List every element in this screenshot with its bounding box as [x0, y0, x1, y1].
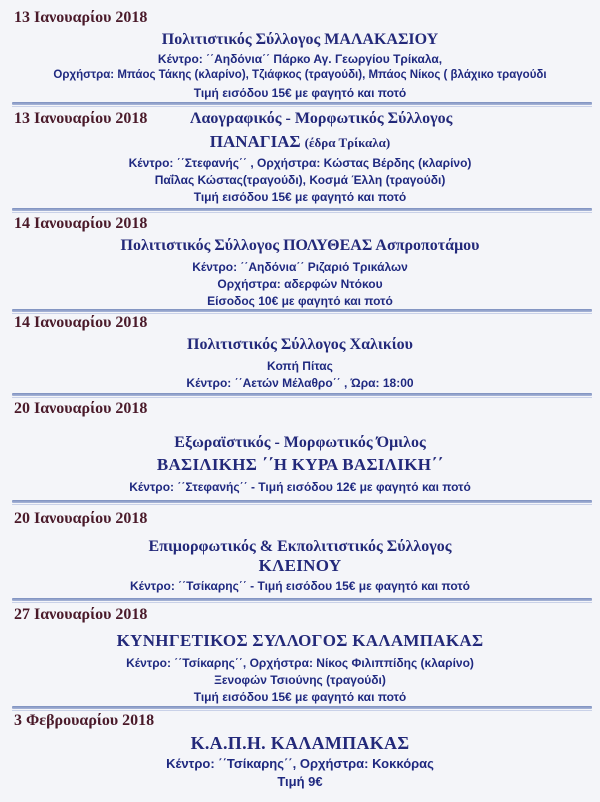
event-detail-line: Κέντρο: ΄΄Τσίκαρης΄΄ - Τιμή εισόδου 15€ με φαγητό και ποτό: [129, 579, 471, 593]
event-title-note: (έδρα Τρίκαλα): [304, 135, 391, 150]
event-detail-line: Τιμή 9€: [277, 774, 323, 789]
event-title-line2: ΒΑΣΙΛΙΚΗΣ ΄΄Η ΚΥΡΑ ΒΑΣΙΛΙΚΗ΄΄: [156, 455, 444, 474]
event-date: 14 Ιανουαρίου 2018: [14, 215, 148, 232]
event-detail-line: Κέντρο: ΄΄Στεφανής΄΄ , Ορχήστρα: Κώστας Βέρδης (κλαρίνο): [128, 156, 472, 170]
event-date: 20 Ιανουαρίου 2018: [14, 510, 148, 527]
section-divider: [12, 500, 592, 503]
event-date: 20 Ιανουαρίου 2018: [14, 400, 148, 417]
event-detail-line: Ξενοφών Τσιούνης (τραγούδι): [214, 673, 386, 687]
event-title-caps: ΠΑΝΑΓΙΑΣ: [209, 132, 301, 151]
event-detail-line: Τιμή εισόδου 15€ με φαγητό και ποτό: [193, 690, 407, 704]
event-title: ΚΥΝΗΓΕΤΙΚΟΣ ΣΥΛΛΟΓΟΣ ΚΑΛΑΜΠΑΚΑΣ: [116, 631, 484, 650]
event-detail-line: Ορχήστρα: Μπάος Τάκης (κλαρίνο), Τζιάφκος (τραγούδι), Μπάος Νίκος ( βλάχικο τραγούδι: [53, 69, 547, 81]
event-title: Πολιτιστικός Σύλλογος Χαλικίου: [187, 336, 413, 353]
event-detail-line: Κέντρο: ΄΄Τσίκαρης΄΄, Ορχήστρα: Κοκκόρας: [166, 756, 434, 771]
section-divider: [12, 208, 592, 211]
event-date: 14 Ιανουαρίου 2018: [14, 314, 148, 331]
event-detail-line: Ορχήστρα: αδερφών Ντόκου: [217, 277, 383, 291]
event-detail-line: Κέντρο: ΄΄Στεφανής΄΄ - Τιμή εισόδου 12€ με φαγητό και ποτό: [129, 480, 471, 494]
event-detail-line: Είσοδος 10€ με φαγητό και ποτό: [207, 294, 393, 308]
event-title-line2: ΚΛΕΙΝΟΥ: [258, 556, 342, 575]
event-date: 3 Φεβρουαρίου 2018: [14, 712, 155, 729]
event-title-line2: [0, 132, 600, 152]
event-detail-line: Κέντρο: ΄΄Αηδόνια΄΄ Ριζαριό Τρικάλων: [192, 260, 408, 274]
event-title: Κ.Α.Π.Η. ΚΑΛΑΜΠΑΚΑΣ: [190, 733, 410, 753]
event-detail-line: Κέντρο: ΄΄Αηδόνια΄΄ Πάρκο Αγ. Γεωργίου Τρίκαλα,: [157, 52, 443, 66]
event-title: Πολιτιστικός Σύλλογος ΠΟΛΥΘΕΑΣ Ασπροποτάμου: [120, 237, 480, 254]
section-divider: [12, 393, 592, 396]
event-date: 27 Ιανουαρίου 2018: [14, 606, 148, 623]
event-title: Εξωραϊστικός - Μορφωτικός Όμιλος: [174, 434, 426, 451]
section-divider: [12, 102, 592, 105]
event-title: Επιμορφωτικός & Εκπολιτιστικός Σύλλογος: [148, 538, 452, 555]
event-title: Πολιτιστικός Σύλλογος ΜΑΛΑΚΑΣΙΟΥ: [161, 31, 439, 48]
event-detail-line: Κέντρο: ΄΄Τσίκαρης΄΄, Ορχήστρα: Νίκος Φιλιππίδης (κλαρίνο): [126, 656, 474, 670]
section-divider: [12, 598, 592, 601]
event-detail-line: Παΐλας Κώστας(τραγούδι), Κοσμά Έλλη (τραγούδι): [154, 173, 446, 187]
section-divider: [12, 309, 592, 312]
event-detail-line: Κοπή Πίτας: [267, 359, 333, 373]
event-title: Λαογραφικός - Μορφωτικός Σύλλογος: [190, 110, 453, 127]
event-date: 13 Ιανουαρίου 2018: [14, 9, 148, 26]
event-detail-line: Τιμή εισόδου 15€ με φαγητό και ποτό: [193, 86, 407, 100]
event-date: 13 Ιανουαρίου 2018: [14, 110, 148, 127]
section-divider: [12, 706, 592, 709]
event-detail-line: Κέντρο: ΄΄Αετών Μέλαθρο΄΄ , Ώρα: 18:00: [186, 376, 414, 390]
event-detail-line: Τιμή εισόδου 15€ με φαγητό και ποτό: [193, 190, 407, 204]
